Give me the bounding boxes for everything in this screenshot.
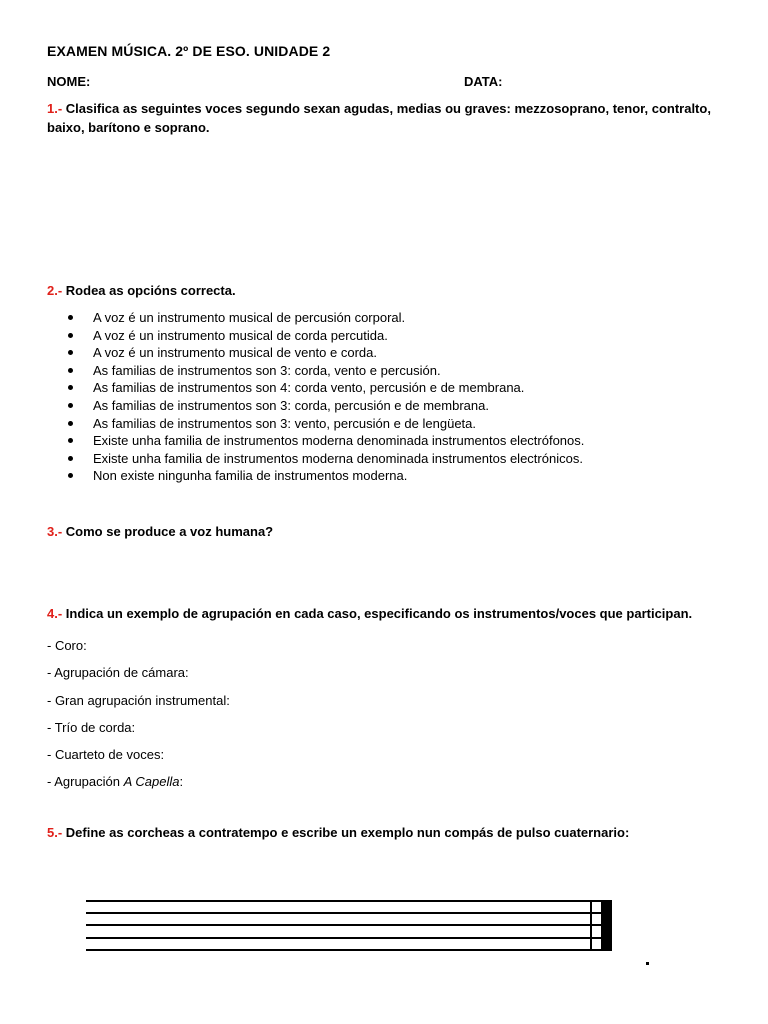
barline-thin — [590, 900, 592, 951]
option-item[interactable]: A voz é un instrumento musical de percusión corporal. — [68, 309, 584, 327]
ensemble-list — [47, 632, 230, 796]
option-item[interactable]: A voz é un instrumento musical de corda percutida. — [68, 327, 584, 345]
question-4 — [47, 604, 727, 623]
option-item[interactable]: As familias de instrumentos son 3: vento, percusión e de lengüeta. — [68, 415, 584, 433]
ensemble-item: - Agrupación A Capella: — [47, 774, 184, 790]
bullet-icon — [68, 385, 73, 390]
question-3 — [47, 522, 727, 541]
question-number: 3.- — [47, 524, 63, 539]
staff-line — [86, 937, 601, 939]
ensemble-item: - Agrupación de cámara: — [47, 665, 189, 681]
question-1 — [47, 99, 727, 137]
options-list — [68, 309, 584, 485]
ensemble-item: - Coro: — [47, 638, 87, 653]
question-number: 2.- — [47, 283, 63, 298]
question-5 — [47, 823, 727, 842]
option-item[interactable]: Non existe ningunha familia de instrumentos moderna. — [68, 467, 584, 485]
italic-term: A Capella — [123, 774, 180, 790]
exam-title: EXAMEN MÚSICA. 2º DE ESO. UNIDADE 2 — [47, 43, 331, 59]
trailing-mark — [646, 962, 649, 965]
option-item[interactable]: As familias de instrumentos son 4: corda vento, percusión e de membrana. — [68, 379, 584, 397]
bullet-icon — [68, 421, 73, 426]
question-number: 4.- — [47, 606, 63, 621]
question-text: Define as corcheas a contratempo e escribe un exemplo nun compás de pulso cuaternario: — [65, 825, 630, 840]
option-item[interactable]: A voz é un instrumento musical de vento e corda. — [68, 344, 584, 362]
option-item[interactable]: As familias de instrumentos son 3: corda, vento e percusión. — [68, 362, 584, 380]
question-2 — [47, 281, 727, 300]
option-item[interactable]: Existe unha familia de instrumentos moderna denominada instrumentos electrófonos. — [68, 432, 584, 450]
bullet-icon — [68, 333, 73, 338]
bullet-icon — [68, 473, 73, 478]
staff-line — [86, 924, 601, 926]
date-label: DATA: — [464, 74, 503, 89]
question-number: 1.- — [47, 101, 63, 116]
question-text: Rodea as opcións correcta. — [65, 283, 236, 298]
barline-thick — [601, 900, 612, 951]
option-item[interactable]: As familias de instrumentos son 3: corda, percusión e de membrana. — [68, 397, 584, 415]
bullet-icon — [68, 403, 73, 408]
bullet-icon — [68, 438, 73, 443]
ensemble-item: - Trío de corda: — [47, 719, 136, 735]
question-text: Indica un exemplo de agrupación en cada caso, especificando os instrumentos/voces que participan. — [65, 606, 693, 621]
staff-line — [86, 900, 601, 902]
staff-line — [86, 949, 601, 951]
music-staff — [86, 900, 612, 952]
ensemble-item: - Cuarteto de voces: — [47, 747, 165, 763]
staff-line — [86, 912, 601, 914]
bullet-icon — [68, 315, 73, 320]
name-label: NOME: — [47, 74, 91, 89]
question-text: Clasifica as seguintes voces segundo sexan agudas, medias ou graves: mezzosoprano, tenor, contralto, baixo, barítono e soprano. — [47, 101, 711, 135]
bullet-icon — [68, 368, 73, 373]
ensemble-item: - Gran agrupación instrumental: — [47, 692, 230, 708]
bullet-icon — [68, 350, 73, 355]
bullet-icon — [68, 456, 73, 461]
question-number: 5.- — [47, 825, 63, 840]
option-item[interactable]: Existe unha familia de instrumentos moderna denominada instrumentos electrónicos. — [68, 450, 584, 468]
question-text: Como se produce a voz humana? — [65, 524, 274, 539]
